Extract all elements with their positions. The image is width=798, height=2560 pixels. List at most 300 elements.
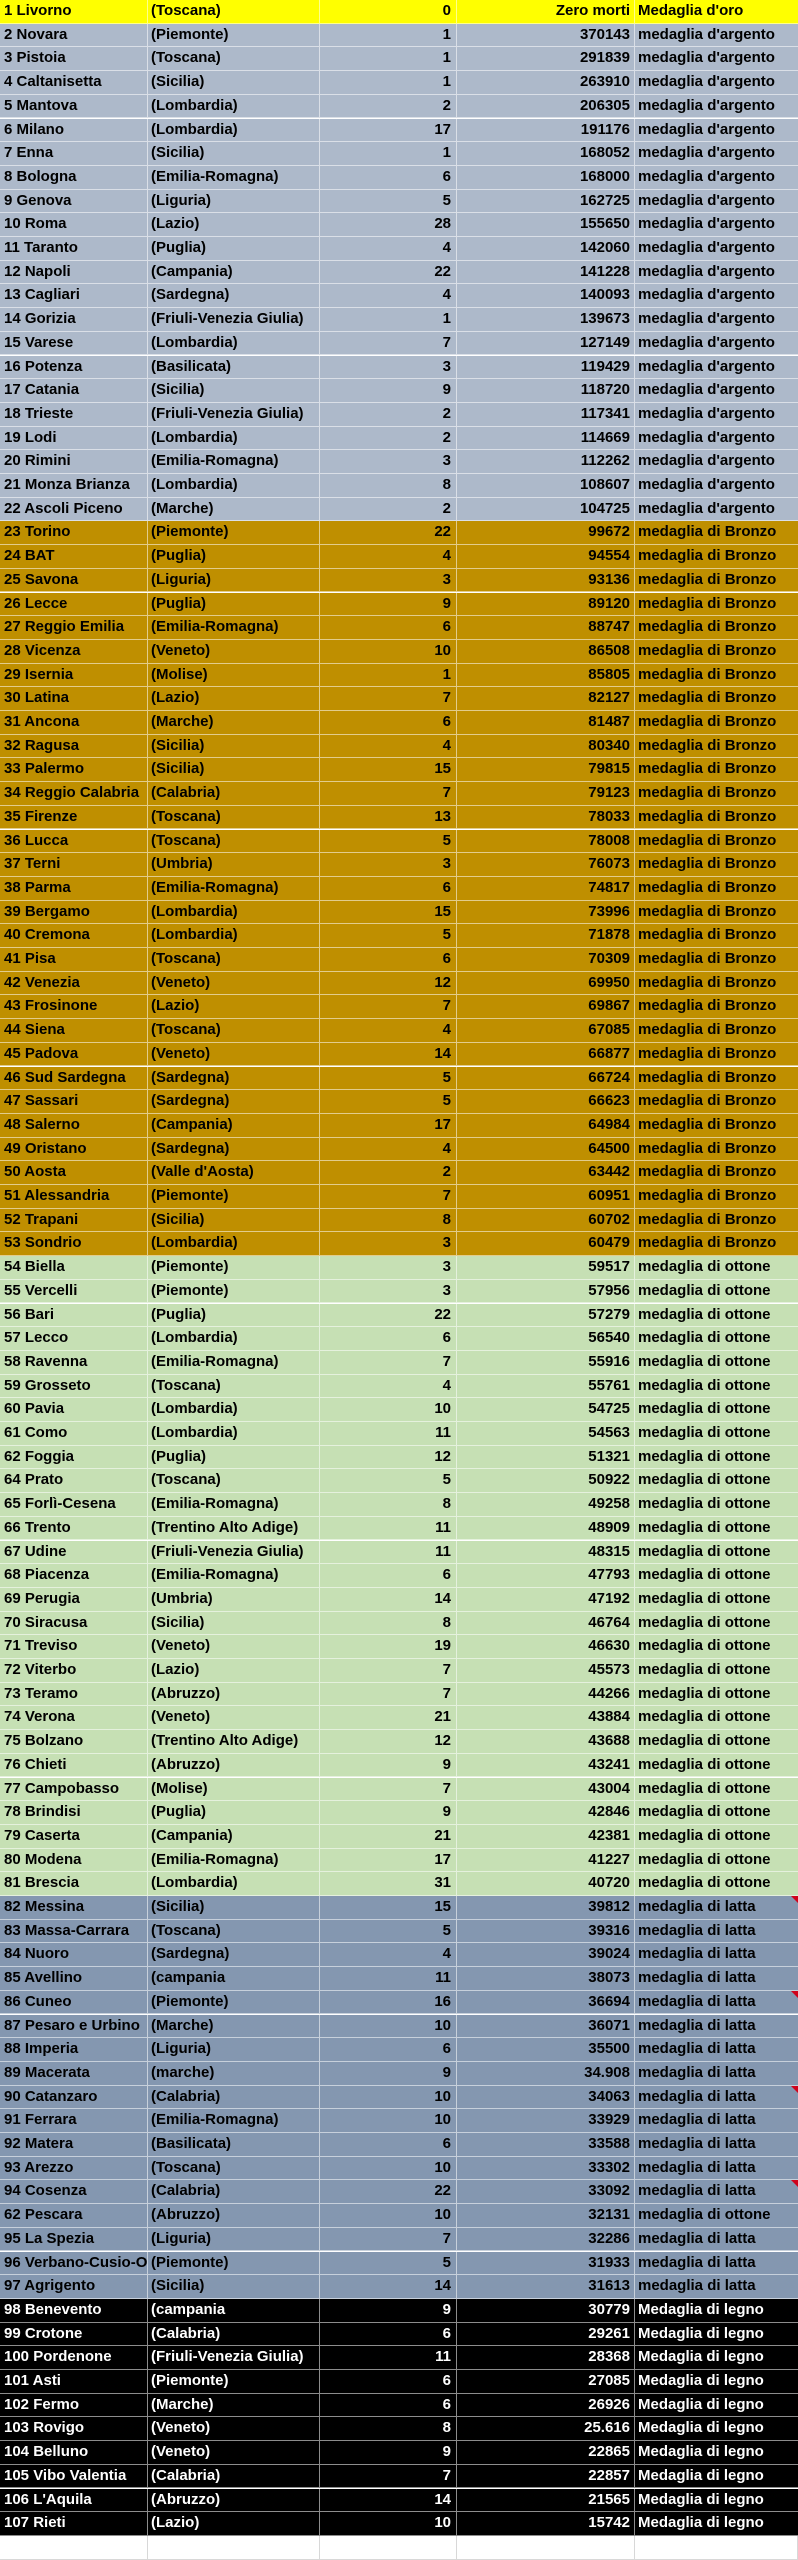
- region-cell[interactable]: (Marche): [148, 2015, 320, 2038]
- province-cell[interactable]: 96 Verbano-Cusio-O: [0, 2252, 148, 2275]
- ratio-cell[interactable]: 67085: [457, 1019, 635, 1042]
- medal-cell[interactable]: medaglia di latta: [638, 2087, 756, 2105]
- deaths-cell[interactable]: 4: [320, 1943, 457, 1966]
- province-cell[interactable]: 2 Novara: [0, 24, 148, 47]
- deaths-cell[interactable]: 5: [320, 1090, 457, 1113]
- region-cell[interactable]: (Abruzzo): [148, 2204, 320, 2227]
- medal-cell[interactable]: medaglia di Bronzo: [638, 997, 777, 1015]
- province-cell[interactable]: 100 Pordenone: [0, 2346, 148, 2369]
- ratio-cell[interactable]: 291839: [457, 47, 635, 70]
- ratio-cell[interactable]: 93136: [457, 569, 635, 592]
- region-cell[interactable]: (Emilia-Romagna): [148, 1564, 320, 1587]
- province-cell[interactable]: 98 Benevento: [0, 2299, 148, 2322]
- ratio-cell[interactable]: 60702: [457, 1209, 635, 1232]
- medal-cell[interactable]: medaglia di ottone: [638, 1684, 771, 1702]
- province-cell[interactable]: 68 Piacenza: [0, 1564, 148, 1587]
- ratio-cell[interactable]: 79123: [457, 782, 635, 805]
- province-cell[interactable]: 89 Macerata: [0, 2062, 148, 2085]
- ratio-cell[interactable]: 36071: [457, 2015, 635, 2038]
- region-cell[interactable]: (Veneto): [148, 2441, 320, 2464]
- medal-cell[interactable]: medaglia di ottone: [638, 1661, 771, 1678]
- deaths-cell[interactable]: 12: [320, 1446, 457, 1469]
- medal-cell[interactable]: medaglia di ottone: [638, 1542, 771, 1560]
- ratio-cell[interactable]: 38073: [457, 1967, 635, 1990]
- province-cell[interactable]: 53 Sondrio: [0, 1232, 148, 1255]
- province-cell[interactable]: 94 Cosenza: [0, 2180, 148, 2203]
- ratio-cell[interactable]: 34063: [457, 2086, 635, 2109]
- medal-cell[interactable]: medaglia di ottone: [638, 1850, 771, 1868]
- medal-cell[interactable]: Medaglia di legno: [638, 2372, 764, 2389]
- deaths-cell[interactable]: 5: [320, 830, 457, 853]
- province-cell[interactable]: 24 BAT: [0, 545, 148, 568]
- medal-cell[interactable]: medaglia di Bronzo: [638, 736, 777, 754]
- deaths-cell[interactable]: 12: [320, 972, 457, 995]
- ratio-cell[interactable]: 50922: [457, 1469, 635, 1492]
- province-cell[interactable]: 101 Asti: [0, 2370, 148, 2393]
- medal-cell[interactable]: medaglia di latta: [638, 2182, 756, 2200]
- deaths-cell[interactable]: 11: [320, 1422, 457, 1445]
- ratio-cell[interactable]: 48315: [457, 1541, 635, 1564]
- province-cell[interactable]: 83 Massa-Carrara: [0, 1920, 148, 1943]
- deaths-cell[interactable]: 11: [320, 1517, 457, 1540]
- medal-cell[interactable]: medaglia di latta: [638, 2253, 756, 2271]
- province-cell[interactable]: 58 Ravenna: [0, 1351, 148, 1374]
- ratio-cell[interactable]: 44266: [457, 1683, 635, 1706]
- region-cell[interactable]: (Sardegna): [148, 1943, 320, 1966]
- empty-region-cell[interactable]: [148, 2536, 320, 2559]
- deaths-cell[interactable]: 6: [320, 711, 457, 734]
- province-cell[interactable]: 73 Teramo: [0, 1683, 148, 1706]
- province-cell[interactable]: 97 Agrigento: [0, 2275, 148, 2298]
- region-cell[interactable]: (Lombardia): [148, 924, 320, 947]
- ratio-cell[interactable]: 370143: [457, 24, 635, 47]
- ratio-cell[interactable]: 78033: [457, 806, 635, 829]
- deaths-cell[interactable]: 5: [320, 1469, 457, 1492]
- province-cell[interactable]: 42 Venezia: [0, 972, 148, 995]
- medal-cell[interactable]: medaglia di Bronzo: [638, 1068, 777, 1086]
- region-cell[interactable]: (Liguria): [148, 2038, 320, 2061]
- region-cell[interactable]: (Basilicata): [148, 356, 320, 379]
- region-cell[interactable]: (Toscana): [148, 1920, 320, 1943]
- ratio-cell[interactable]: 40720: [457, 1872, 635, 1895]
- deaths-cell[interactable]: 6: [320, 616, 457, 639]
- deaths-cell[interactable]: 8: [320, 1209, 457, 1232]
- region-cell[interactable]: (Trentino Alto Adige): [148, 1730, 320, 1753]
- medal-cell[interactable]: medaglia di ottone: [638, 1376, 771, 1394]
- region-cell[interactable]: (Sardegna): [148, 1067, 320, 1090]
- medal-cell[interactable]: medaglia di Bronzo: [638, 1139, 777, 1157]
- region-cell[interactable]: (Calabria): [148, 2086, 320, 2109]
- region-cell[interactable]: (Marche): [148, 498, 320, 521]
- ratio-cell[interactable]: 54725: [457, 1398, 635, 1421]
- ratio-cell[interactable]: 51321: [457, 1446, 635, 1469]
- province-cell[interactable]: 91 Ferrara: [0, 2109, 148, 2132]
- deaths-cell[interactable]: 22: [320, 521, 457, 544]
- region-cell[interactable]: (Toscana): [148, 1469, 320, 1492]
- deaths-cell[interactable]: 5: [320, 924, 457, 947]
- ratio-cell[interactable]: 60479: [457, 1232, 635, 1255]
- ratio-cell[interactable]: 33092: [457, 2180, 635, 2203]
- region-cell[interactable]: (Emilia-Romagna): [148, 166, 320, 189]
- medal-cell[interactable]: medaglia di Bronzo: [638, 784, 777, 802]
- medal-cell[interactable]: Medaglia di legno: [638, 2300, 764, 2318]
- medal-cell[interactable]: medaglia di ottone: [638, 1447, 771, 1465]
- region-cell[interactable]: (campania: [148, 1967, 320, 1990]
- province-cell[interactable]: 99 Crotone: [0, 2323, 148, 2346]
- region-cell[interactable]: (Lombardia): [148, 474, 320, 497]
- deaths-cell[interactable]: 6: [320, 877, 457, 900]
- deaths-cell[interactable]: 1: [320, 47, 457, 70]
- province-cell[interactable]: 31 Ancona: [0, 711, 148, 734]
- medal-cell[interactable]: medaglia di latta: [638, 2135, 756, 2152]
- deaths-cell[interactable]: 1: [320, 71, 457, 94]
- ratio-cell[interactable]: 139673: [457, 308, 635, 331]
- medal-cell[interactable]: medaglia d'argento: [638, 286, 775, 304]
- ratio-cell[interactable]: 56540: [457, 1327, 635, 1350]
- ratio-cell[interactable]: 69867: [457, 995, 635, 1018]
- deaths-cell[interactable]: 7: [320, 332, 457, 355]
- medal-cell[interactable]: medaglia di Bronzo: [638, 713, 777, 730]
- deaths-cell[interactable]: 7: [320, 687, 457, 710]
- region-cell[interactable]: (marche): [148, 2062, 320, 2085]
- region-cell[interactable]: (Piemonte): [148, 1185, 320, 1208]
- region-cell[interactable]: (Sardegna): [148, 284, 320, 307]
- medal-cell[interactable]: medaglia di latta: [638, 1969, 756, 1987]
- region-cell[interactable]: (Campania): [148, 261, 320, 284]
- region-cell[interactable]: (Molise): [148, 1778, 320, 1801]
- province-cell[interactable]: 87 Pesaro e Urbino: [0, 2015, 148, 2038]
- province-cell[interactable]: 45 Padova: [0, 1043, 148, 1066]
- region-cell[interactable]: (Emilia-Romagna): [148, 1351, 320, 1374]
- ratio-cell[interactable]: 36694: [457, 1991, 635, 2014]
- deaths-cell[interactable]: 16: [320, 1991, 457, 2014]
- province-cell[interactable]: 43 Frosinone: [0, 995, 148, 1018]
- province-cell[interactable]: 6 Milano: [0, 119, 148, 142]
- medal-cell[interactable]: medaglia di ottone: [638, 1305, 771, 1323]
- medal-cell[interactable]: medaglia di Bronzo: [638, 878, 777, 896]
- medal-cell[interactable]: medaglia di latta: [638, 2040, 756, 2058]
- region-cell[interactable]: (Lombardia): [148, 1232, 320, 1255]
- comment-marker-icon[interactable]: [791, 1896, 798, 1903]
- medal-cell[interactable]: medaglia d'argento: [638, 49, 775, 67]
- deaths-cell[interactable]: 4: [320, 1019, 457, 1042]
- deaths-cell[interactable]: 5: [320, 2252, 457, 2275]
- province-cell[interactable]: 62 Foggia: [0, 1446, 148, 1469]
- medal-cell[interactable]: medaglia di ottone: [638, 1779, 771, 1797]
- medal-cell[interactable]: medaglia di Bronzo: [638, 1187, 777, 1204]
- deaths-cell[interactable]: 14: [320, 2489, 457, 2512]
- ratio-cell[interactable]: 57279: [457, 1304, 635, 1327]
- ratio-cell[interactable]: 74817: [457, 877, 635, 900]
- deaths-cell[interactable]: 9: [320, 1754, 457, 1777]
- region-cell[interactable]: (Sicilia): [148, 71, 320, 94]
- province-cell[interactable]: 44 Siena: [0, 1019, 148, 1042]
- ratio-cell[interactable]: 85805: [457, 664, 635, 687]
- province-cell[interactable]: 19 Lodi: [0, 427, 148, 450]
- ratio-cell[interactable]: 66724: [457, 1067, 635, 1090]
- province-cell[interactable]: 75 Bolzano: [0, 1730, 148, 1753]
- province-cell[interactable]: 65 Forlì-Cesena: [0, 1493, 148, 1516]
- deaths-cell[interactable]: 4: [320, 735, 457, 758]
- deaths-cell[interactable]: 10: [320, 1398, 457, 1421]
- ratio-cell[interactable]: 168052: [457, 142, 635, 165]
- region-cell[interactable]: (Sicilia): [148, 1896, 320, 1919]
- deaths-cell[interactable]: 22: [320, 2180, 457, 2203]
- deaths-cell[interactable]: 1: [320, 24, 457, 47]
- deaths-cell[interactable]: 7: [320, 782, 457, 805]
- ratio-cell[interactable]: 25.616: [457, 2417, 635, 2440]
- region-cell[interactable]: (Puglia): [148, 237, 320, 260]
- region-cell[interactable]: (Sicilia): [148, 1209, 320, 1232]
- medal-cell[interactable]: medaglia d'argento: [638, 381, 775, 399]
- medal-cell[interactable]: medaglia d'argento: [638, 191, 775, 209]
- province-cell[interactable]: 7 Enna: [0, 142, 148, 165]
- region-cell[interactable]: (campania: [148, 2299, 320, 2322]
- province-cell[interactable]: 11 Taranto: [0, 237, 148, 260]
- deaths-cell[interactable]: 3: [320, 450, 457, 473]
- deaths-cell[interactable]: 9: [320, 593, 457, 616]
- ratio-cell[interactable]: 33588: [457, 2133, 635, 2156]
- ratio-cell[interactable]: 118720: [457, 379, 635, 402]
- ratio-cell[interactable]: 64500: [457, 1138, 635, 1161]
- ratio-cell[interactable]: 43241: [457, 1754, 635, 1777]
- province-cell[interactable]: 59 Grosseto: [0, 1375, 148, 1398]
- medal-cell[interactable]: medaglia d'argento: [638, 428, 775, 446]
- medal-cell[interactable]: medaglia di Bronzo: [638, 1115, 777, 1133]
- deaths-cell[interactable]: 2: [320, 498, 457, 521]
- province-cell[interactable]: 57 Lecco: [0, 1327, 148, 1350]
- region-cell[interactable]: (Valle d'Aosta): [148, 1161, 320, 1184]
- province-cell[interactable]: 27 Reggio Emilia: [0, 616, 148, 639]
- deaths-cell[interactable]: 1: [320, 142, 457, 165]
- medal-cell[interactable]: medaglia di latta: [638, 1921, 756, 1939]
- ratio-cell[interactable]: 69950: [457, 972, 635, 995]
- deaths-cell[interactable]: 4: [320, 1138, 457, 1161]
- ratio-cell[interactable]: 43884: [457, 1706, 635, 1729]
- medal-cell[interactable]: medaglia di ottone: [638, 1281, 771, 1299]
- medal-cell[interactable]: medaglia d'argento: [638, 96, 775, 114]
- deaths-cell[interactable]: 17: [320, 119, 457, 142]
- medal-cell[interactable]: medaglia d'argento: [638, 167, 775, 185]
- ratio-cell[interactable]: 39316: [457, 1920, 635, 1943]
- region-cell[interactable]: (Friuli-Venezia Giulia): [148, 308, 320, 331]
- province-cell[interactable]: 8 Bologna: [0, 166, 148, 189]
- medal-cell[interactable]: medaglia di latta: [638, 1898, 756, 1915]
- province-cell[interactable]: 67 Udine: [0, 1541, 148, 1564]
- region-cell[interactable]: (Sardegna): [148, 1090, 320, 1113]
- ratio-cell[interactable]: 114669: [457, 427, 635, 450]
- ratio-cell[interactable]: 29261: [457, 2323, 635, 2346]
- region-cell[interactable]: (Sicilia): [148, 379, 320, 402]
- medal-cell[interactable]: medaglia d'argento: [638, 476, 775, 493]
- ratio-cell[interactable]: 70309: [457, 948, 635, 971]
- ratio-cell[interactable]: 22857: [457, 2465, 635, 2488]
- deaths-cell[interactable]: 6: [320, 948, 457, 971]
- deaths-cell[interactable]: 8: [320, 1493, 457, 1516]
- ratio-cell[interactable]: 168000: [457, 166, 635, 189]
- medal-cell[interactable]: medaglia di Bronzo: [638, 760, 777, 778]
- ratio-cell[interactable]: 63442: [457, 1161, 635, 1184]
- deaths-cell[interactable]: 22: [320, 1304, 457, 1327]
- region-cell[interactable]: (Emilia-Romagna): [148, 616, 320, 639]
- medal-cell[interactable]: medaglia di latta: [638, 2158, 756, 2176]
- ratio-cell[interactable]: 39024: [457, 1943, 635, 1966]
- province-cell[interactable]: 79 Caserta: [0, 1825, 148, 1848]
- comment-marker-icon[interactable]: [791, 2180, 798, 2187]
- province-cell[interactable]: 28 Vicenza: [0, 640, 148, 663]
- ratio-cell[interactable]: 32286: [457, 2228, 635, 2251]
- ratio-cell[interactable]: 73996: [457, 901, 635, 924]
- ratio-cell[interactable]: 76073: [457, 853, 635, 876]
- ratio-cell[interactable]: 78008: [457, 830, 635, 853]
- medal-cell[interactable]: medaglia di latta: [638, 2111, 756, 2129]
- province-cell[interactable]: 81 Brescia: [0, 1872, 148, 1895]
- medal-cell[interactable]: medaglia di Bronzo: [638, 665, 777, 683]
- province-cell[interactable]: 9 Genova: [0, 190, 148, 213]
- deaths-cell[interactable]: 10: [320, 2204, 457, 2227]
- province-cell[interactable]: 13 Cagliari: [0, 284, 148, 307]
- ratio-cell[interactable]: 140093: [457, 284, 635, 307]
- region-cell[interactable]: (Liguria): [148, 190, 320, 213]
- region-cell[interactable]: (Sicilia): [148, 735, 320, 758]
- medal-cell[interactable]: medaglia di ottone: [638, 1874, 771, 1892]
- ratio-cell[interactable]: 42846: [457, 1801, 635, 1824]
- deaths-cell[interactable]: 28: [320, 213, 457, 236]
- empty-deaths-cell[interactable]: [320, 2536, 457, 2559]
- province-cell[interactable]: 84 Nuoro: [0, 1943, 148, 1966]
- region-cell[interactable]: (Calabria): [148, 2465, 320, 2488]
- ratio-cell[interactable]: 45573: [457, 1659, 635, 1682]
- region-cell[interactable]: (Calabria): [148, 782, 320, 805]
- province-cell[interactable]: 77 Campobasso: [0, 1778, 148, 1801]
- ratio-cell[interactable]: 191176: [457, 119, 635, 142]
- ratio-cell[interactable]: 206305: [457, 95, 635, 118]
- medal-cell[interactable]: medaglia d'argento: [638, 499, 775, 517]
- province-cell[interactable]: 61 Como: [0, 1422, 148, 1445]
- deaths-cell[interactable]: 2: [320, 1161, 457, 1184]
- region-cell[interactable]: (Campania): [148, 1825, 320, 1848]
- region-cell[interactable]: (Toscana): [148, 2157, 320, 2180]
- province-cell[interactable]: 60 Pavia: [0, 1398, 148, 1421]
- deaths-cell[interactable]: 15: [320, 1896, 457, 1919]
- medal-cell[interactable]: medaglia d'argento: [638, 144, 775, 162]
- province-cell[interactable]: 54 Biella: [0, 1256, 148, 1279]
- medal-cell[interactable]: medaglia di ottone: [638, 1495, 771, 1513]
- region-cell[interactable]: (Umbria): [148, 853, 320, 876]
- ratio-cell[interactable]: 142060: [457, 237, 635, 260]
- region-cell[interactable]: (Lazio): [148, 213, 320, 236]
- province-cell[interactable]: 92 Matera: [0, 2133, 148, 2156]
- medal-cell[interactable]: medaglia di latta: [638, 1992, 756, 2010]
- deaths-cell[interactable]: 4: [320, 1375, 457, 1398]
- region-cell[interactable]: (Toscana): [148, 47, 320, 70]
- province-cell[interactable]: 93 Arezzo: [0, 2157, 148, 2180]
- ratio-cell[interactable]: 263910: [457, 71, 635, 94]
- ratio-cell[interactable]: 55916: [457, 1351, 635, 1374]
- deaths-cell[interactable]: 1: [320, 664, 457, 687]
- province-cell[interactable]: 50 Aosta: [0, 1161, 148, 1184]
- ratio-cell[interactable]: 34.908: [457, 2062, 635, 2085]
- empty-ratio-cell[interactable]: [457, 2536, 635, 2559]
- medal-cell[interactable]: medaglia di ottone: [638, 1352, 771, 1370]
- deaths-cell[interactable]: 11: [320, 1967, 457, 1990]
- ratio-cell[interactable]: 55761: [457, 1375, 635, 1398]
- region-cell[interactable]: (Toscana): [148, 830, 320, 853]
- medal-cell[interactable]: medaglia d'argento: [638, 310, 775, 328]
- deaths-cell[interactable]: 17: [320, 1849, 457, 1872]
- region-cell[interactable]: (Veneto): [148, 972, 320, 995]
- region-cell[interactable]: (Abruzzo): [148, 1683, 320, 1706]
- ratio-cell[interactable]: 117341: [457, 403, 635, 426]
- medal-cell[interactable]: medaglia di latta: [638, 2277, 756, 2295]
- region-cell[interactable]: (Sicilia): [148, 2275, 320, 2298]
- region-cell[interactable]: (Piemonte): [148, 521, 320, 544]
- province-cell[interactable]: 37 Terni: [0, 853, 148, 876]
- deaths-cell[interactable]: 5: [320, 1920, 457, 1943]
- ratio-cell[interactable]: 33302: [457, 2157, 635, 2180]
- province-cell[interactable]: 69 Perugia: [0, 1588, 148, 1611]
- medal-cell[interactable]: medaglia di Bronzo: [638, 1234, 777, 1252]
- empty-medal-cell[interactable]: [635, 2536, 798, 2559]
- ratio-cell[interactable]: 108607: [457, 474, 635, 497]
- deaths-cell[interactable]: 4: [320, 237, 457, 260]
- deaths-cell[interactable]: 8: [320, 474, 457, 497]
- deaths-cell[interactable]: 6: [320, 2394, 457, 2417]
- province-cell[interactable]: 15 Varese: [0, 332, 148, 355]
- ratio-cell[interactable]: 89120: [457, 593, 635, 616]
- medal-cell[interactable]: medaglia di latta: [638, 2016, 756, 2034]
- province-cell[interactable]: 55 Vercelli: [0, 1280, 148, 1303]
- deaths-cell[interactable]: 17: [320, 1114, 457, 1137]
- region-cell[interactable]: (Lombardia): [148, 1327, 320, 1350]
- deaths-cell[interactable]: 3: [320, 853, 457, 876]
- region-cell[interactable]: (Puglia): [148, 545, 320, 568]
- region-cell[interactable]: (Toscana): [148, 948, 320, 971]
- region-cell[interactable]: (Piemonte): [148, 1256, 320, 1279]
- medal-cell[interactable]: medaglia di ottone: [638, 1424, 771, 1441]
- medal-cell[interactable]: medaglia di Bronzo: [638, 689, 777, 707]
- medal-cell[interactable]: medaglia di ottone: [638, 1589, 771, 1607]
- region-cell[interactable]: (Toscana): [148, 1019, 320, 1042]
- medal-cell[interactable]: Medaglia di legno: [638, 2443, 764, 2461]
- medal-cell[interactable]: medaglia di Bronzo: [638, 902, 777, 920]
- deaths-cell[interactable]: 6: [320, 2038, 457, 2061]
- deaths-cell[interactable]: 6: [320, 1564, 457, 1587]
- region-cell[interactable]: (Lombardia): [148, 119, 320, 142]
- province-cell[interactable]: 104 Belluno: [0, 2441, 148, 2464]
- region-cell[interactable]: (Veneto): [148, 1043, 320, 1066]
- province-cell[interactable]: 95 La Spezia: [0, 2228, 148, 2251]
- deaths-cell[interactable]: 15: [320, 901, 457, 924]
- deaths-cell[interactable]: 6: [320, 1327, 457, 1350]
- province-cell[interactable]: 3 Pistoia: [0, 47, 148, 70]
- medal-cell[interactable]: medaglia di Bronzo: [638, 1021, 777, 1039]
- ratio-cell[interactable]: 112262: [457, 450, 635, 473]
- province-cell[interactable]: 106 L'Aquila: [0, 2489, 148, 2512]
- region-cell[interactable]: (Liguria): [148, 569, 320, 592]
- province-cell[interactable]: 88 Imperia: [0, 2038, 148, 2061]
- province-cell[interactable]: 39 Bergamo: [0, 901, 148, 924]
- medal-cell[interactable]: medaglia di Bronzo: [638, 1092, 777, 1110]
- ratio-cell[interactable]: 81487: [457, 711, 635, 734]
- province-cell[interactable]: 76 Chieti: [0, 1754, 148, 1777]
- deaths-cell[interactable]: 3: [320, 356, 457, 379]
- deaths-cell[interactable]: 5: [320, 190, 457, 213]
- province-cell[interactable]: 33 Palermo: [0, 758, 148, 781]
- comment-marker-icon[interactable]: [791, 1991, 798, 1998]
- empty-province-cell[interactable]: [0, 2536, 148, 2559]
- region-cell[interactable]: (Veneto): [148, 1706, 320, 1729]
